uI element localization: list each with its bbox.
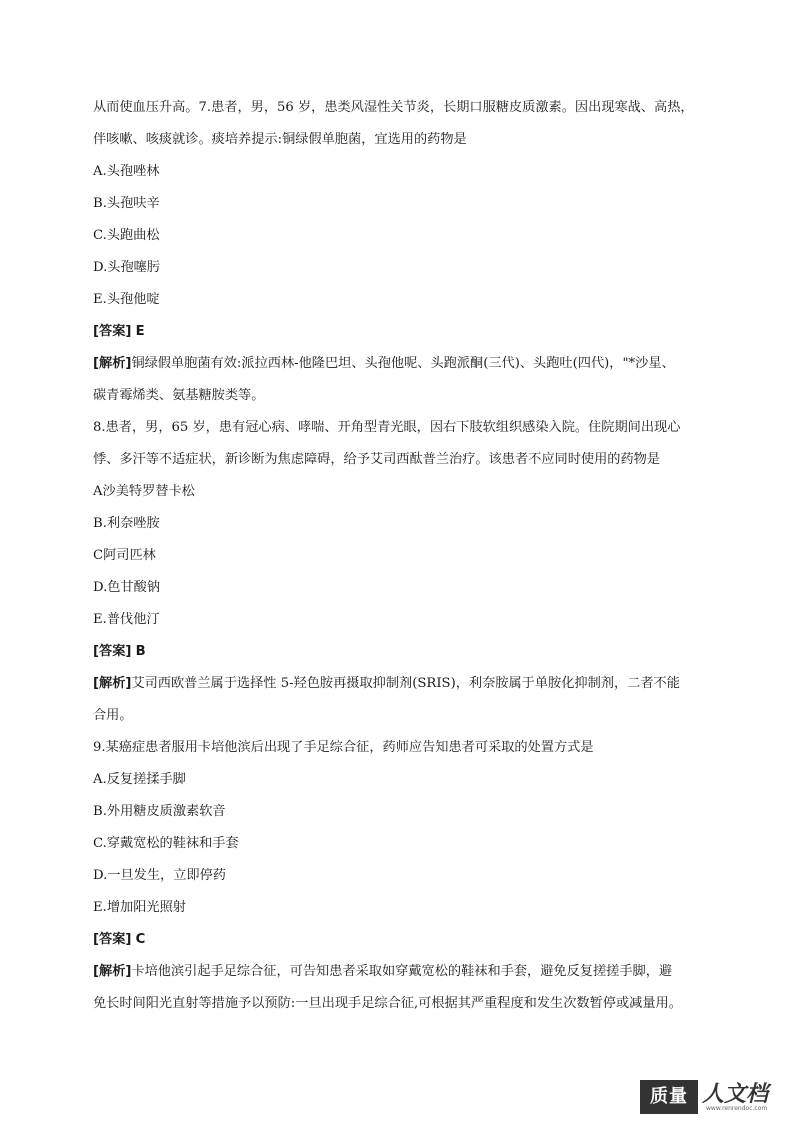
q8-answer-tag: [答案] xyxy=(93,644,132,659)
q8-option-c: C阿司匹林 xyxy=(93,548,156,563)
q9-answer-value: C xyxy=(135,932,146,947)
q8-stem-line1: 8.患者，男，65 岁，患有冠心病、哮喘、开角型青光眼，因右下肢软组织感染入院。住院期间出现心 xyxy=(93,420,681,435)
q9-option-a: A.反复搓揉手脚 xyxy=(93,772,186,787)
q7-stem-line1: 从而使血压升高。7.患者，男，56 岁，患类风湿性关节炎，长期口服糖皮质激素。因出现寒战、高热， xyxy=(93,100,694,115)
q9-option-b: B.外用糖皮质激素软音 xyxy=(93,804,226,819)
q8-analysis-text1: 艾司西欧普兰属于选择性 5-羟色胺再摄取抑制剂(SRIS)，利奈胺属于单胺化抑制剂，二者不能 xyxy=(131,676,680,691)
q7-option-e: E.头孢他啶 xyxy=(93,292,160,307)
q9-answer xyxy=(93,924,725,956)
q9-option-d: D.一旦发生，立即停药 xyxy=(93,868,226,883)
q8-answer-value: B xyxy=(135,644,146,659)
q7-option-d: D.头孢噻肟 xyxy=(93,260,161,275)
q7-analysis-line2: 碳青霉烯类、氨基糖胺类等。 xyxy=(93,388,265,403)
q9-option-e: E.增加阳光照射 xyxy=(93,900,186,915)
q8-answer xyxy=(93,636,725,668)
q8-option-e: E.普伐他汀 xyxy=(93,612,160,627)
q7-stem-line2: 伴咳嗽、咳痰就诊。痰培养提示:铜绿假单胞菌，宜选用的药物是 xyxy=(93,132,467,147)
watermark-url: www.renrendoc.com xyxy=(706,1105,768,1112)
q8-option-a: A沙美特罗替卡松 xyxy=(93,484,195,499)
document-page xyxy=(93,92,725,1020)
q7-option-c: C.头跑曲松 xyxy=(93,228,160,243)
q9-stem-line1: 9.某癌症患者服用卡培他滨后出现了手足综合征，药师应告知患者可采取的处置方式是 xyxy=(93,740,594,755)
watermark-logo xyxy=(640,1080,788,1116)
q9-analysis-line1 xyxy=(93,956,725,988)
q9-option-c: C.穿戴宽松的鞋袜和手套 xyxy=(93,836,239,851)
q7-option-b: B.头孢呋辛 xyxy=(93,196,160,211)
q7-option-a: A.头孢唑林 xyxy=(93,164,160,179)
q7-answer xyxy=(93,316,725,348)
q9-analysis-tag: [解析] xyxy=(93,964,132,979)
q7-analysis-text1: 铜绿假单胞菌有效:派拉西林-他隆巴坦、头孢他呢、头跑派酮(三代)、头跑吐(四代)，"*沙星、 xyxy=(131,356,675,371)
q7-answer-value: E xyxy=(135,324,145,339)
q7-analysis-tag: [解析] xyxy=(93,356,132,371)
q8-stem-line2: 悸、多汗等不适症状，新诊断为焦虑障碍，给予艾司西酞普兰治疗。该患者不应同时使用的药物是 xyxy=(93,452,661,467)
q9-answer-tag: [答案] xyxy=(93,932,132,947)
q7-answer-tag: [答案] xyxy=(93,324,132,339)
q8-analysis-line1 xyxy=(93,668,725,700)
q8-option-d: D.色甘酸钠 xyxy=(93,580,161,595)
watermark-brand-text: 人文档 xyxy=(702,1082,769,1107)
q9-analysis-line2: 免长时间阳光直射等措施予以预防:一旦出现手足综合征,可根据其严重程度和发生次数暂停或减量用。 xyxy=(93,996,682,1011)
q8-analysis-line2: 合用。 xyxy=(93,708,133,723)
watermark-brand-box: 质量 xyxy=(640,1080,698,1114)
q7-analysis-line1 xyxy=(93,348,725,380)
q8-option-b: B.利奈唑胺 xyxy=(93,516,160,531)
q9-analysis-text1: 卡培他滨引起手足综合征，可告知患者采取如穿戴宽松的鞋袜和手套，避免反复搓搓手脚，避 xyxy=(131,964,673,979)
q8-analysis-tag: [解析] xyxy=(93,676,132,691)
